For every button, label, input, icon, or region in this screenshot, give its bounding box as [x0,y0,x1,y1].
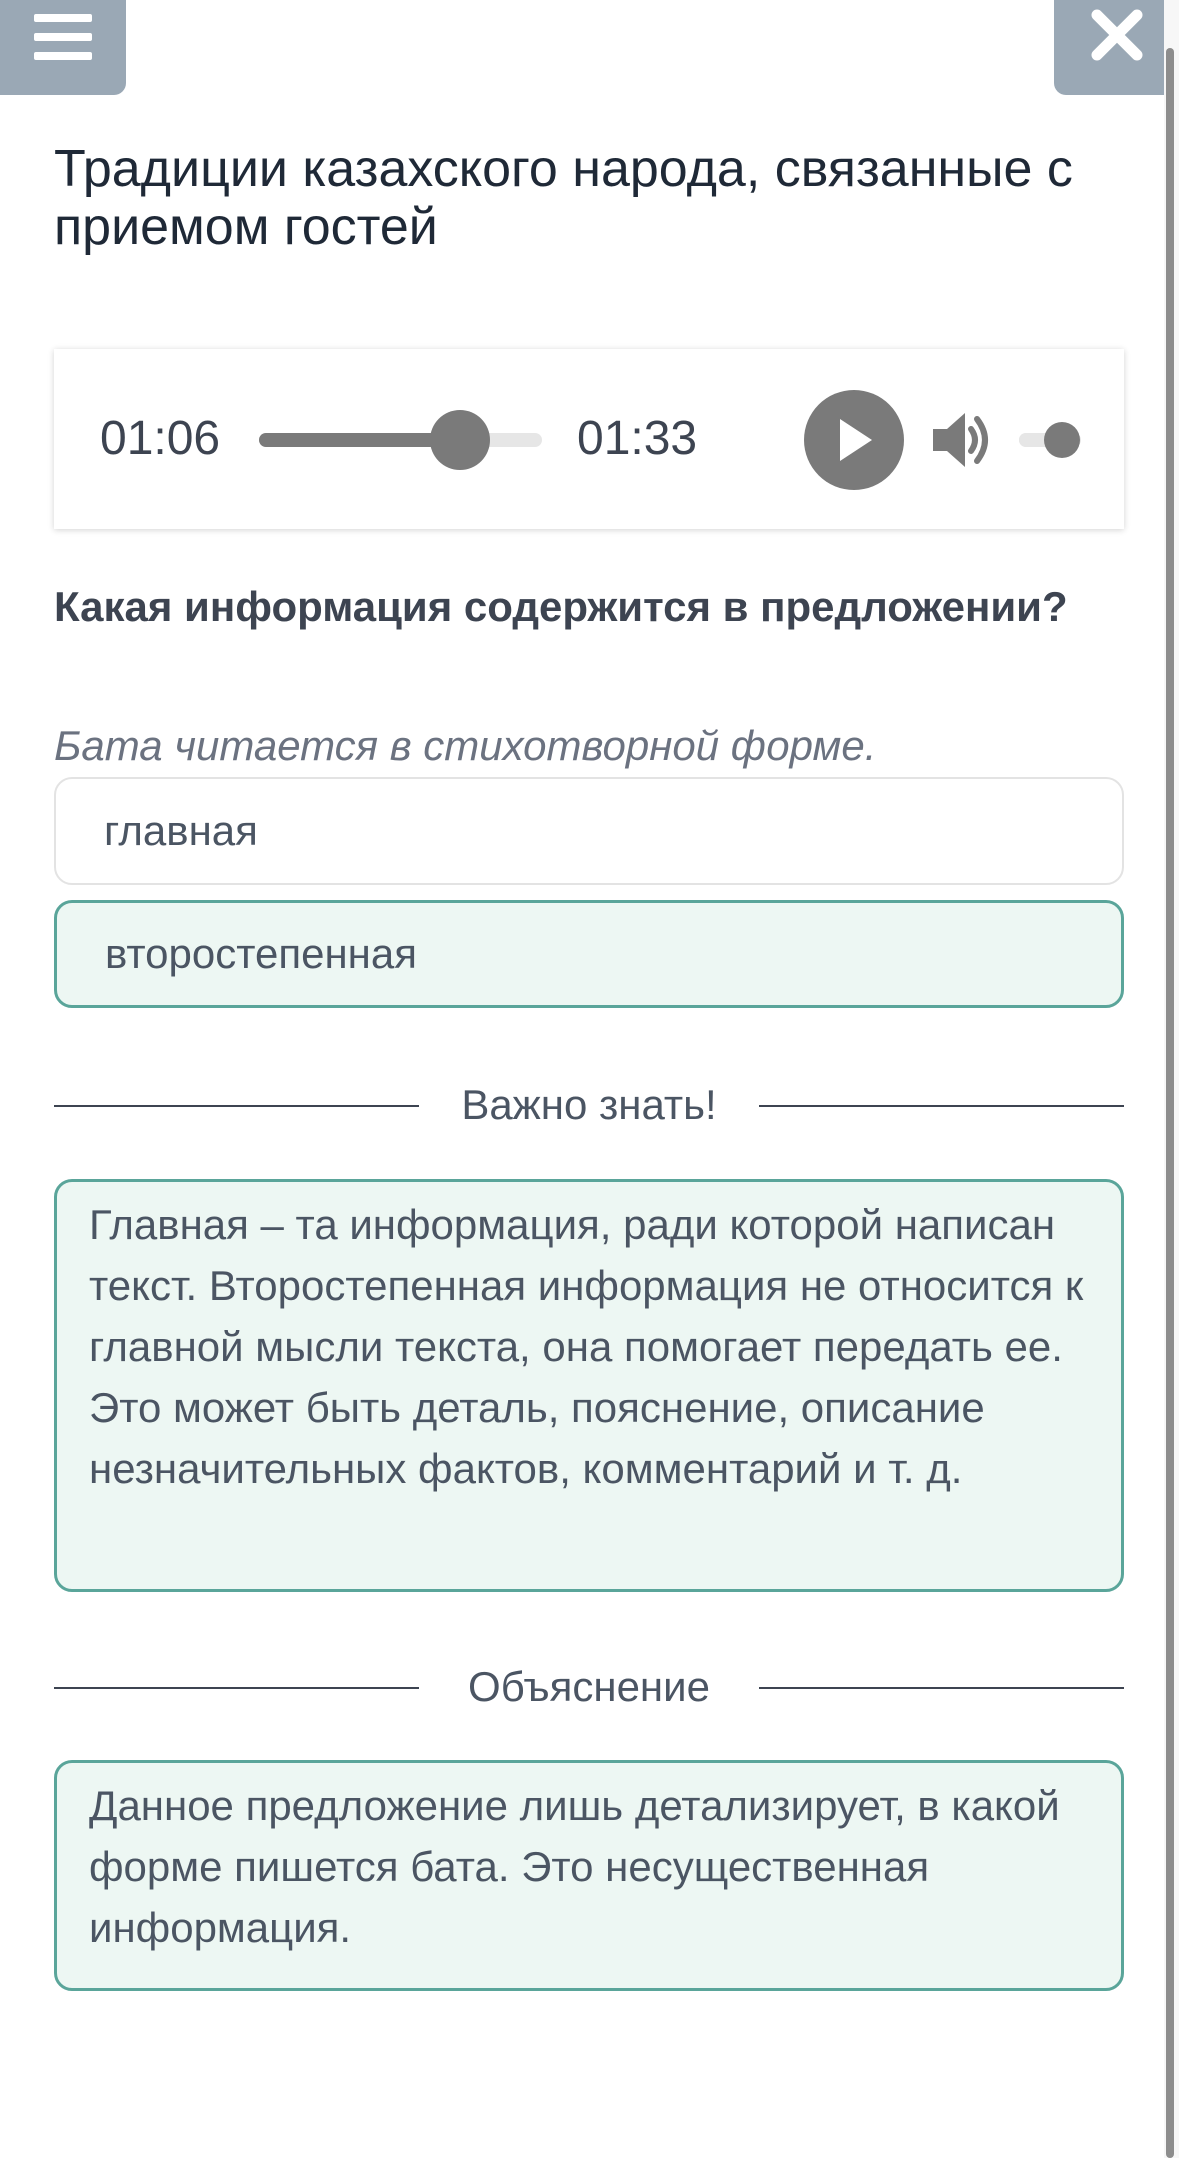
play-icon [832,415,876,465]
important-divider [54,1075,1124,1135]
divider-line [759,1687,1124,1689]
speaker-volume-icon[interactable] [931,409,995,471]
divider-line [759,1105,1124,1107]
answer-option-secondary[interactable] [54,900,1124,1008]
explanation-divider [54,1657,1124,1717]
question-prompt: Какая информация содержится в предложении? [54,583,1068,630]
question-sentence: Бата читается в стихотворной форме. [54,722,877,769]
menu-button[interactable] [0,0,126,95]
explanation-text: Данное предложение лишь детализирует, в какой форме пишется бата. Это несущественная информация. [89,1782,1060,1951]
important-heading: Важно знать! [461,1081,717,1128]
answer-option-label: главная [104,807,258,854]
important-info-box [54,1179,1124,1592]
hamburger-menu-icon [34,14,92,60]
play-button[interactable] [804,390,904,490]
scrollbar-thumb[interactable] [1166,48,1174,2158]
total-time: 01:33 [577,412,698,465]
explanation-heading: Объяснение [468,1663,710,1710]
explanation-box [54,1760,1124,1991]
close-icon [1087,5,1147,65]
volume-slider[interactable] [1019,433,1081,447]
page-title: Традиции казахского народа, связанные с приемом гостей [54,140,1073,256]
answer-option-main[interactable] [54,777,1124,885]
close-button[interactable] [1054,0,1179,95]
important-text: Главная – та информация, ради которой написан текст. Второстепенная информация не относится к главной мысли текста, она помогает передать ее. Это может быть деталь, пояснение, описание незначительных фактов, комментарий и т. д. [89,1201,1084,1492]
progress-handle[interactable] [430,410,490,470]
volume-handle[interactable] [1044,422,1080,458]
audio-player [54,349,1124,529]
progress-slider[interactable] [259,433,542,447]
current-time: 01:06 [100,412,221,465]
answer-option-label: второстепенная [105,930,417,977]
